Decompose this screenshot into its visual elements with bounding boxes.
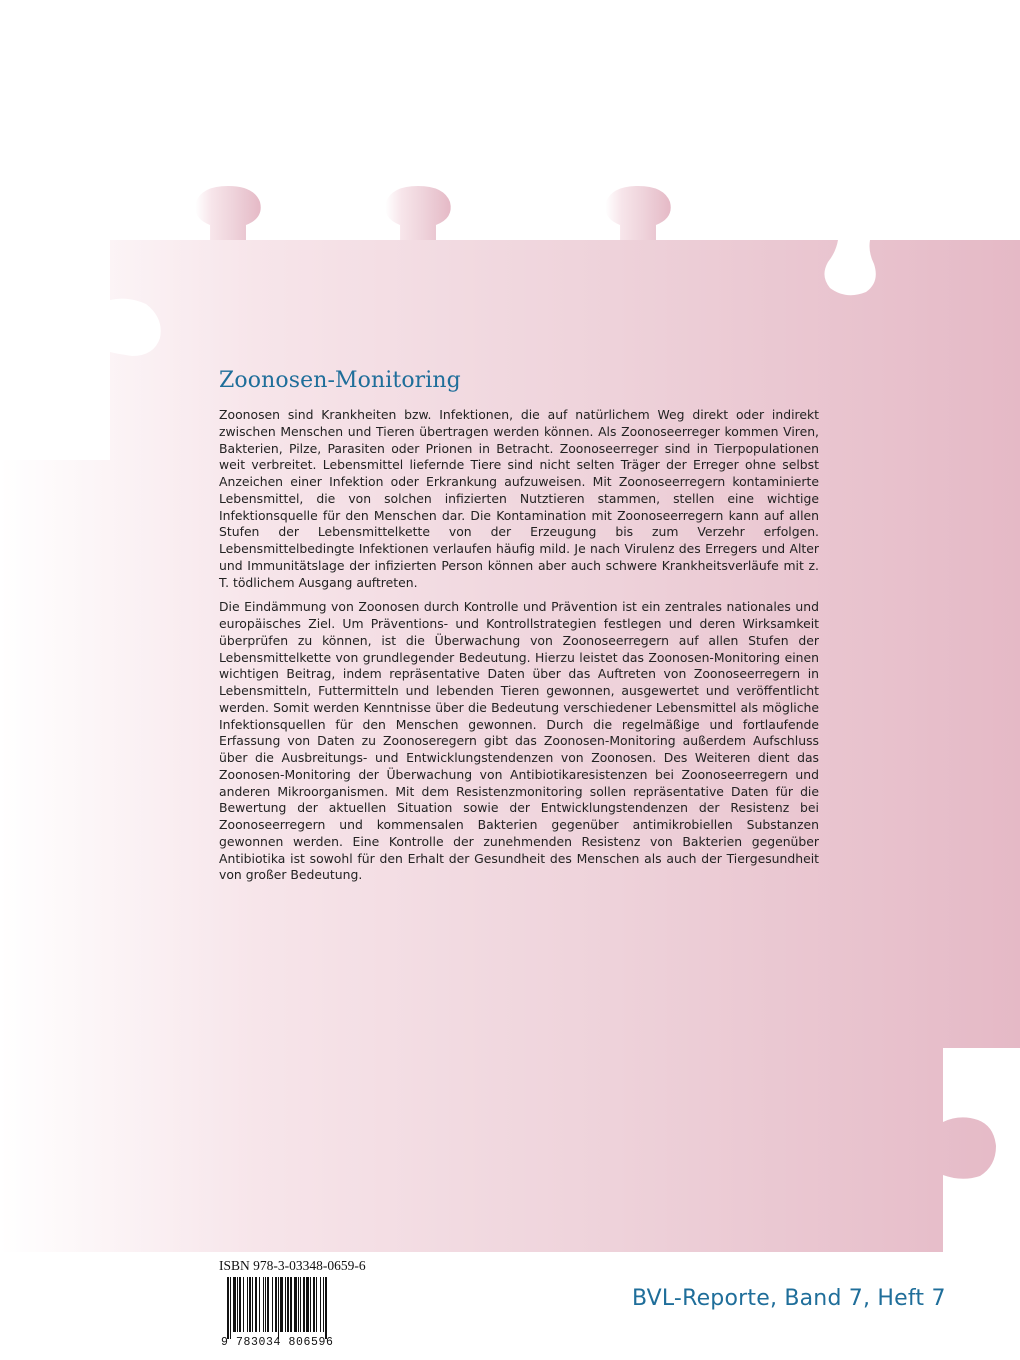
barcode-bars xyxy=(227,1277,327,1339)
barcode-bar xyxy=(272,1277,273,1332)
barcode-bar xyxy=(303,1277,305,1332)
barcode-bar xyxy=(243,1277,244,1332)
barcode-bar xyxy=(239,1277,241,1332)
barcode-bar xyxy=(233,1277,236,1332)
barcode-bar xyxy=(230,1277,231,1339)
barcode-bar xyxy=(265,1277,266,1332)
barcode-bar xyxy=(290,1277,292,1332)
barcode-bar xyxy=(237,1277,238,1332)
barcode-bar xyxy=(267,1277,269,1332)
barcode-bar xyxy=(252,1277,253,1332)
barcode-bar xyxy=(294,1277,297,1332)
barcode-bar xyxy=(280,1277,283,1332)
main-content xyxy=(219,368,819,892)
barcode-bar xyxy=(316,1277,317,1332)
barcode-bar xyxy=(306,1277,309,1332)
barcode-bar xyxy=(313,1277,315,1332)
barcode-bar xyxy=(300,1277,301,1332)
barcode-bar xyxy=(278,1277,279,1339)
barcode-bar xyxy=(285,1277,286,1332)
barcode-bar xyxy=(263,1277,264,1332)
barcode-bar xyxy=(249,1277,251,1332)
barcode-bar xyxy=(255,1277,257,1332)
intro-paragraph: Zoonosen sind Krankheiten bzw. Infektionen, die auf natürlichem Weg direkt oder indirekt zwischen Menschen und Tieren übertragen werden können. Als Zoonoseerreger kommen Viren, Bakterien, Pilze, Parasiten oder Prionen in Betracht. Zoonoseerreger sind in Tierpopulationen weit verbreitet. Lebensmittel liefernde Tiere sind nicht selten Träger der Erreger ohne selbst Anzeichen einer Infektion oder Erkrankung aufzuweisen. Mit Zoonoseerregern kontaminierte Lebensmittel, die von solchen infizierten Nutztieren stammen, stellen eine wichtige Infektionsquelle für den Menschen dar. Die Kontamination mit Zoonoseerregern kann auf allen Stufen der Lebensmittelkette von der Erzeugung bis zum Verzehr erfolgen. Lebensmittelbedingte Infektionen verlaufen häufig mild. Je nach Virulenz des Erregers und Alter und Immunitätslage der infizierten Person können aber auch schwere Krankheitsverläufe mit z. T. tödlichem Ausgang auftreten. xyxy=(219,407,819,590)
barcode-bar xyxy=(275,1277,277,1332)
barcode-bar xyxy=(325,1277,327,1339)
barcode-bar xyxy=(287,1277,289,1332)
barcode-bar xyxy=(247,1277,248,1332)
barcode-bar xyxy=(259,1277,260,1332)
barcode-digits: 9 783034 806596 xyxy=(221,1336,334,1347)
barcode xyxy=(219,1277,365,1347)
body-paragraph: Die Eindämmung von Zoonosen durch Kontrolle und Prävention ist ein zentrales nationales und europäisches Ziel. Um Präventions- und Kontrollstrategien festlegen und deren Wirksamkeit überprüfen zu können, ist die Überwachung von Zoonoseerregern auf allen Stufen der Lebensmittelkette von grundlegender Bedeutung. Hierzu leistet das Zoonosen-Monitoring einen wichtigen Beitrag, indem repräsentative Daten über das Auftreten von Zoonoseerregern in Lebensmitteln, Futtermitteln und lebenden Tieren gewonnen, ausgewertet und veröffentlicht werden. Somit werden Kenntnisse über die Bedeutung verschiedener Lebensmittel als mögliche Infektionsquellen für den Menschen gewonnen. Durch die regelmäßige und fortlaufende Erfassung von Daten zu Zoonoseregern gibt das Zoonosen-Monitoring außerdem Aufschluss über die Ausbreitungs- und Entwicklungstendenzen von Zoonosen. Des Weiteren dient das Zoonosen-Monitoring der Überwachung von Antibiotikaresistenzen bei Zoonoseerregern und anderen Mikroorganismen. Mit dem Resistenzmonitoring sollen repräsentative Daten für die Bewertung der aktuellen Situation sowie der Entwicklungstendenzen der Resistenz bei Zoonoseerregern und kommensalen Bakterien gegenüber antimikrobiellen Substanzen gewonnen werden. Eine Kontrolle der zunehmenden Resistenz von Bakterien gegenüber Antibiotika ist sowohl für den Erhalt der Gesundheit des Menschen als auch der Tiergesundheit von großer Bedeutung. xyxy=(219,599,819,883)
barcode-bar xyxy=(298,1277,299,1332)
isbn-label: ISBN 978-3-03348-0659-6 xyxy=(219,1258,366,1273)
barcode-bar xyxy=(323,1277,324,1332)
barcode-bar xyxy=(310,1277,311,1332)
series-label: BVL-Reporte, Band 7, Heft 7 xyxy=(632,1286,946,1311)
page-title: Zoonosen-Monitoring xyxy=(219,368,461,393)
barcode-bar xyxy=(227,1277,229,1339)
barcode-bar xyxy=(320,1277,321,1332)
